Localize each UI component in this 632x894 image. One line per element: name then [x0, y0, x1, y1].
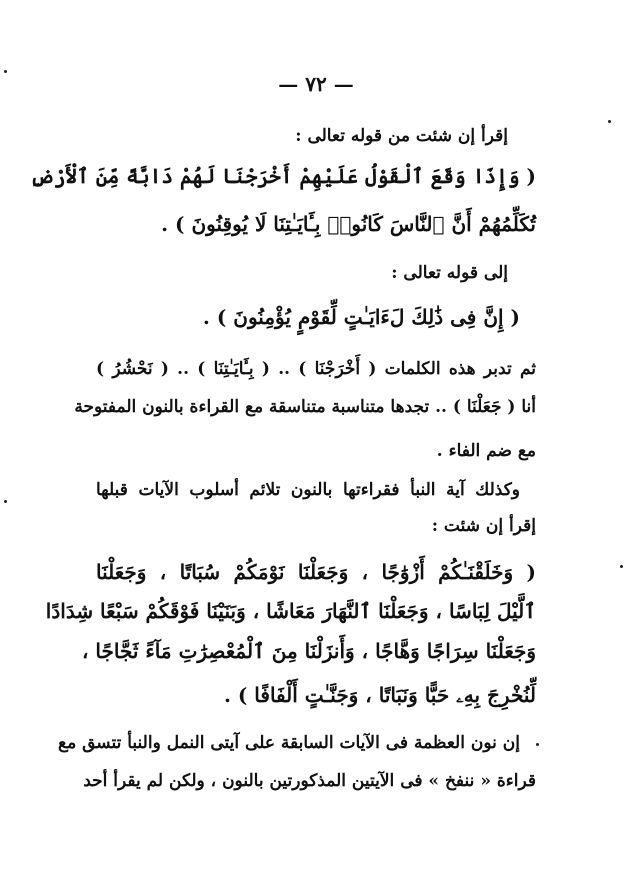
- text-line-2: إلى قوله تعالى :: [391, 263, 508, 283]
- verse-line-2: تُكَلِّمُهُمْ أَنَّ ٱلنَّاسَ كَانُوا۟ بِـَٔايَـٰتِنَا لَا يُوقِنُونَ ) .: [161, 212, 536, 236]
- verse-line-7: لِّنُخْرِجَ بِهِۦ حَبًّا وَنَبَاتًا ، وَجَنَّـٰتٍ أَلْفَافًا ) .: [223, 683, 536, 707]
- text-line-3: ثم تدبر هذه الكلمات ( أَخْرَجْنَا ) .. ( بِـَٔايَـٰتِنَا ) .. ( نَحْشُرُ ): [96, 359, 536, 379]
- text-line-5: مع ضم الفاء .: [436, 441, 536, 461]
- scan-speck: [620, 565, 623, 568]
- text-line-1: إقرأ إن شئت من قوله تعالى :: [295, 126, 508, 146]
- text-line-7: إقرأ إن شئت :: [431, 516, 536, 536]
- scan-speck: [608, 120, 611, 123]
- scan-speck: [536, 743, 539, 746]
- text-line-6: وكذلك آية النبأ فقراءتها بالنون تلائم أسلوب الآيات قبلها: [96, 480, 520, 500]
- scan-speck: [4, 500, 7, 503]
- text-line-4: أنا ( جَعَلْنَا ) .. تجدها متناسبة متناسقة مع القراءة بالنون المفتوحة: [74, 397, 536, 417]
- page-number: — ٧٢ —: [278, 72, 354, 96]
- verse-line-3: ( إِنَّ فِى ذَٰلِكَ لَءَايَـٰتٍ لِّقَوْمٍ يُؤْمِنُونَ ) .: [202, 305, 520, 329]
- verse-line-6: وَجَعَلْنَا سِرَاجًا وَهَّاجًا ، وَأَنزَلْنَا مِنَ ٱلْمُعْصِرَٰتِ مَآءً ثَجَّاجًا ،: [81, 639, 536, 663]
- text-line-9: قراءة « ننفخ » فى الآيتين المذكورتين بالنون ، ولكن لم يقرأ أحد: [83, 771, 536, 791]
- scan-speck: [4, 70, 7, 73]
- verse-line-1: ( وَإِذَا وَقَعَ ٱلْقَوْلُ عَلَيْهِمْ أَخْرَجْنَا لَهُمْ دَابَّةً مِّنَ ٱلْأَرْضِ: [30, 164, 536, 188]
- verse-line-5: ٱلَّيْلَ لِبَاسًا ، وَجَعَلْنَا ٱلنَّهَارَ مَعَاشًا ، وَبَنَيْنَا فَوْقَكُمْ سَبْعًا شِدَادًا: [45, 599, 536, 623]
- verse-line-4: ( وَخَلَقْنَـٰكُمْ أَزْوَٰجًا ، وَجَعَلْنَا نَوْمَكُمْ سُبَاتًا ، وَجَعَلْنَا: [96, 560, 536, 584]
- text-line-8: إن نون العظمة فى الآيات السابقة على آيتى النمل والنبأ تتسق مع: [58, 733, 520, 753]
